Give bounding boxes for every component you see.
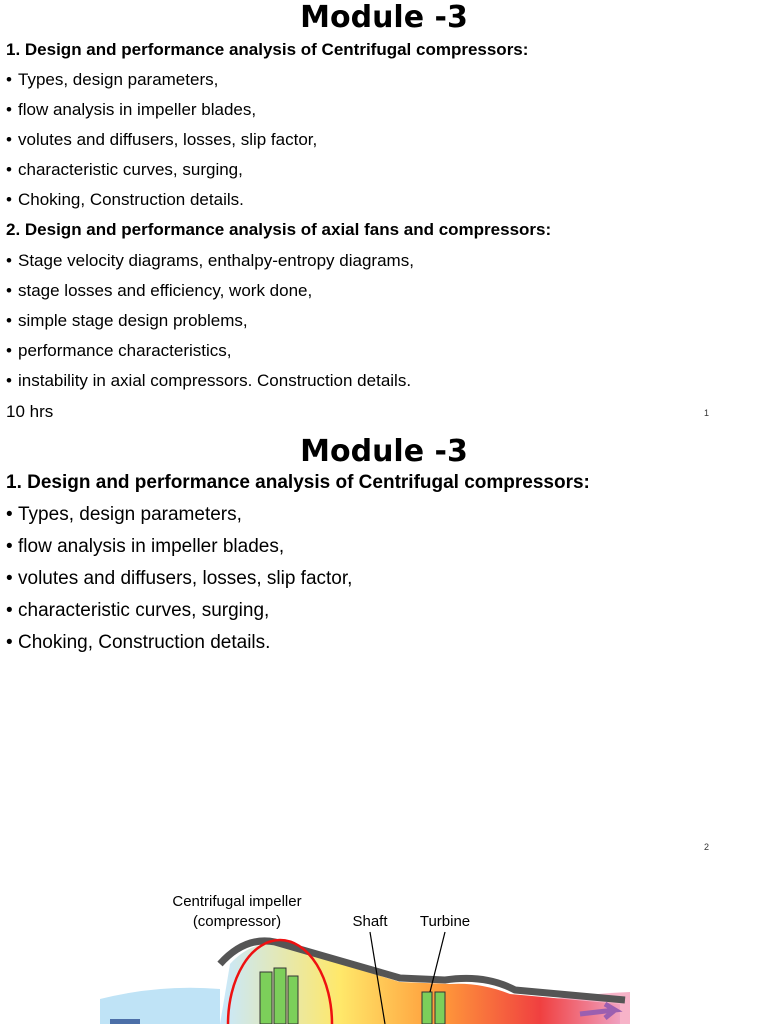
section-heading-1: 1. Design and performance analysis of Centrifugal compressors:: [6, 40, 529, 59]
shaft-label: Shaft: [352, 913, 388, 930]
list-item: • stage losses and efficiency, work done,: [6, 281, 313, 300]
list-item: • flow analysis in impeller blades,: [6, 100, 257, 119]
turbocharger-diagram: [100, 864, 640, 1024]
impeller-label-line1: Centrifugal impeller: [172, 893, 302, 910]
list-item: • instability in axial compressors. Construction details.: [6, 371, 412, 390]
slide-3: [0, 864, 768, 1024]
list-item: • characteristic curves, surging,: [6, 600, 270, 621]
impeller-label-line2: (compressor): [192, 913, 282, 930]
list-item: • flow analysis in impeller blades,: [6, 536, 285, 557]
list-item: • volutes and diffusers, losses, slip factor,: [6, 130, 318, 149]
list-item: • Types, design parameters,: [6, 504, 242, 525]
list-item: • Types, design parameters,: [6, 70, 219, 89]
slide-title: Module -3: [300, 434, 468, 469]
list-item: • Stage velocity diagrams, enthalpy-entropy diagrams,: [6, 251, 414, 270]
slide-2: [0, 432, 768, 864]
list-item: • performance characteristics,: [6, 341, 232, 360]
list-item: • Choking, Construction details.: [6, 190, 244, 209]
impeller-blades: [260, 968, 298, 1024]
list-item: • simple stage design problems,: [6, 311, 248, 330]
list-item: • volutes and diffusers, losses, slip factor,: [6, 568, 353, 589]
page-number: 2: [704, 842, 710, 852]
slide-title: Module -3: [300, 0, 468, 35]
page-number: 1: [704, 408, 710, 418]
turbine-label: Turbine: [419, 913, 471, 930]
inlet-flow-area: [100, 988, 220, 1024]
slide-1: [0, 0, 768, 432]
section-heading-1: 1. Design and performance analysis of Centrifugal compressors:: [6, 472, 590, 493]
list-item: • Choking, Construction details.: [6, 632, 271, 653]
section-heading-2: 2. Design and performance analysis of axial fans and compressors:: [6, 220, 552, 239]
hours-text: 10 hrs: [6, 402, 54, 421]
list-item: • characteristic curves, surging,: [6, 160, 243, 179]
